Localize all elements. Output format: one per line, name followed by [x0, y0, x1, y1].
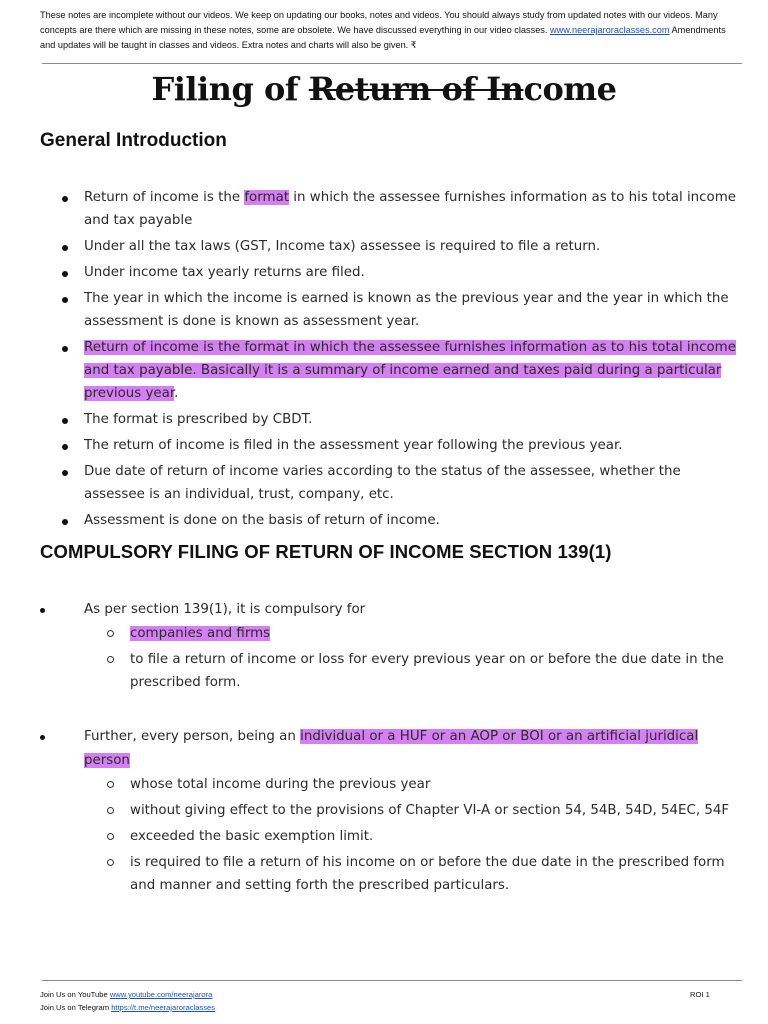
item-highlight: Return of income is the format in which the assessee furnishes information as to his total income and tax payable. Basically it is a summary of income earned and taxes paid during a particular previous year — [84, 340, 736, 401]
top-divider — [42, 63, 742, 64]
bottom-divider — [42, 980, 742, 981]
item-text: whose total income during the previous year — [130, 777, 431, 792]
general-introduction-heading: General Introduction — [40, 130, 227, 151]
telegram-link[interactable]: https://t.me/neerajaroraclasses — [111, 1003, 216, 1012]
header-notice — [40, 8, 740, 53]
item-text: Due date of return of income varies according to the status of the assessee, whether the assessee is an individual, trust, company, etc. — [84, 464, 681, 502]
website-link[interactable]: www.neerajaroraclasses.com — [550, 25, 670, 35]
section-139-block-2 — [40, 725, 745, 900]
sub-list-item — [40, 773, 745, 796]
section-139-heading: COMPULSORY FILING OF RETURN OF INCOME SECTION 139(1) — [40, 541, 612, 562]
list-item — [40, 261, 745, 284]
item-text: Return of income is the — [84, 190, 245, 205]
item-text: The year in which the income is earned is known as the previous year and the year in which the assessment is done is known as assessment year. — [84, 291, 729, 329]
footer — [40, 988, 740, 1014]
item-text: The return of income is filed in the assessment year following the previous year. — [84, 438, 623, 453]
telegram-label: Join Us on Telegram — [40, 1003, 112, 1012]
sub-list-item — [40, 622, 745, 645]
item-text: As per section 139(1), it is compulsory for — [84, 602, 366, 617]
list-item — [40, 434, 745, 457]
list-item — [40, 408, 745, 431]
title-prefix: Filing of — [151, 70, 309, 108]
list-item — [40, 509, 745, 532]
footer-telegram-line — [40, 1001, 740, 1014]
youtube-label: Join Us on YouTube — [40, 990, 110, 999]
sub-list-item — [40, 851, 745, 897]
item-text: Under all the tax laws (GST, Income tax) assessee is required to file a return. — [84, 239, 601, 254]
notice-text-after: Amendments and updates will be taught in classes and videos. Extra notes and charts will also be given. ₹ — [40, 25, 726, 50]
item-highlight: individual or a HUF or an AOP or BOI or an artificial juridical person — [84, 729, 699, 768]
intro-list — [40, 186, 745, 535]
list-item — [40, 186, 745, 232]
list-item — [40, 460, 745, 506]
item-text: The format is prescribed by CBDT. — [84, 412, 313, 427]
item-highlight: format — [244, 190, 290, 205]
sub-list — [40, 773, 745, 897]
page-number: ROI 1 — [690, 990, 710, 999]
item-text: to file a return of income or loss for every previous year on or before the due date in the prescribed form. — [130, 652, 724, 690]
item-text: Further, every person, being an — [84, 729, 301, 744]
title-suffix: come — [523, 70, 617, 108]
sub-list-item — [40, 799, 745, 822]
list-item — [40, 336, 745, 405]
page-title — [0, 70, 768, 108]
title-struck: Return of In — [308, 70, 524, 108]
item-text: exceeded the basic exemption limit. — [130, 829, 374, 844]
sub-list-item — [40, 825, 745, 848]
sub-list-item — [40, 648, 745, 694]
item-text-after: in which the assessee furnishes information as to his total income and tax payable — [84, 190, 736, 228]
notice-text: These notes are incomplete without our videos. We keep on updating our books, notes and videos. You should always study from updated notes with our videos. Many concepts are there which are missing in these notes, some are obsolete. We have discussed everything in our video classes. — [40, 10, 718, 35]
youtube-link[interactable]: www.youtube.com/neerajarora — [109, 990, 213, 999]
sub-list — [40, 622, 745, 694]
list-item — [40, 235, 745, 258]
list-item — [40, 725, 745, 773]
item-text: without giving effect to the provisions of Chapter VI-A or section 54, 54B, 54D, 54EC, 54F — [130, 803, 730, 818]
list-item — [40, 287, 745, 333]
item-text: Assessment is done on the basis of return of income. — [84, 513, 440, 528]
footer-youtube-line — [40, 988, 740, 1001]
item-text-after: . — [174, 386, 179, 401]
item-highlight: companies and firms — [130, 626, 271, 641]
item-text: is required to file a return of his income on or before the due date in the prescribed form and manner and setting forth the prescribed particulars. — [130, 855, 725, 893]
list-item — [40, 598, 745, 622]
item-text: Under income tax yearly returns are filed. — [84, 265, 365, 280]
section-139-block-1 — [40, 598, 745, 697]
